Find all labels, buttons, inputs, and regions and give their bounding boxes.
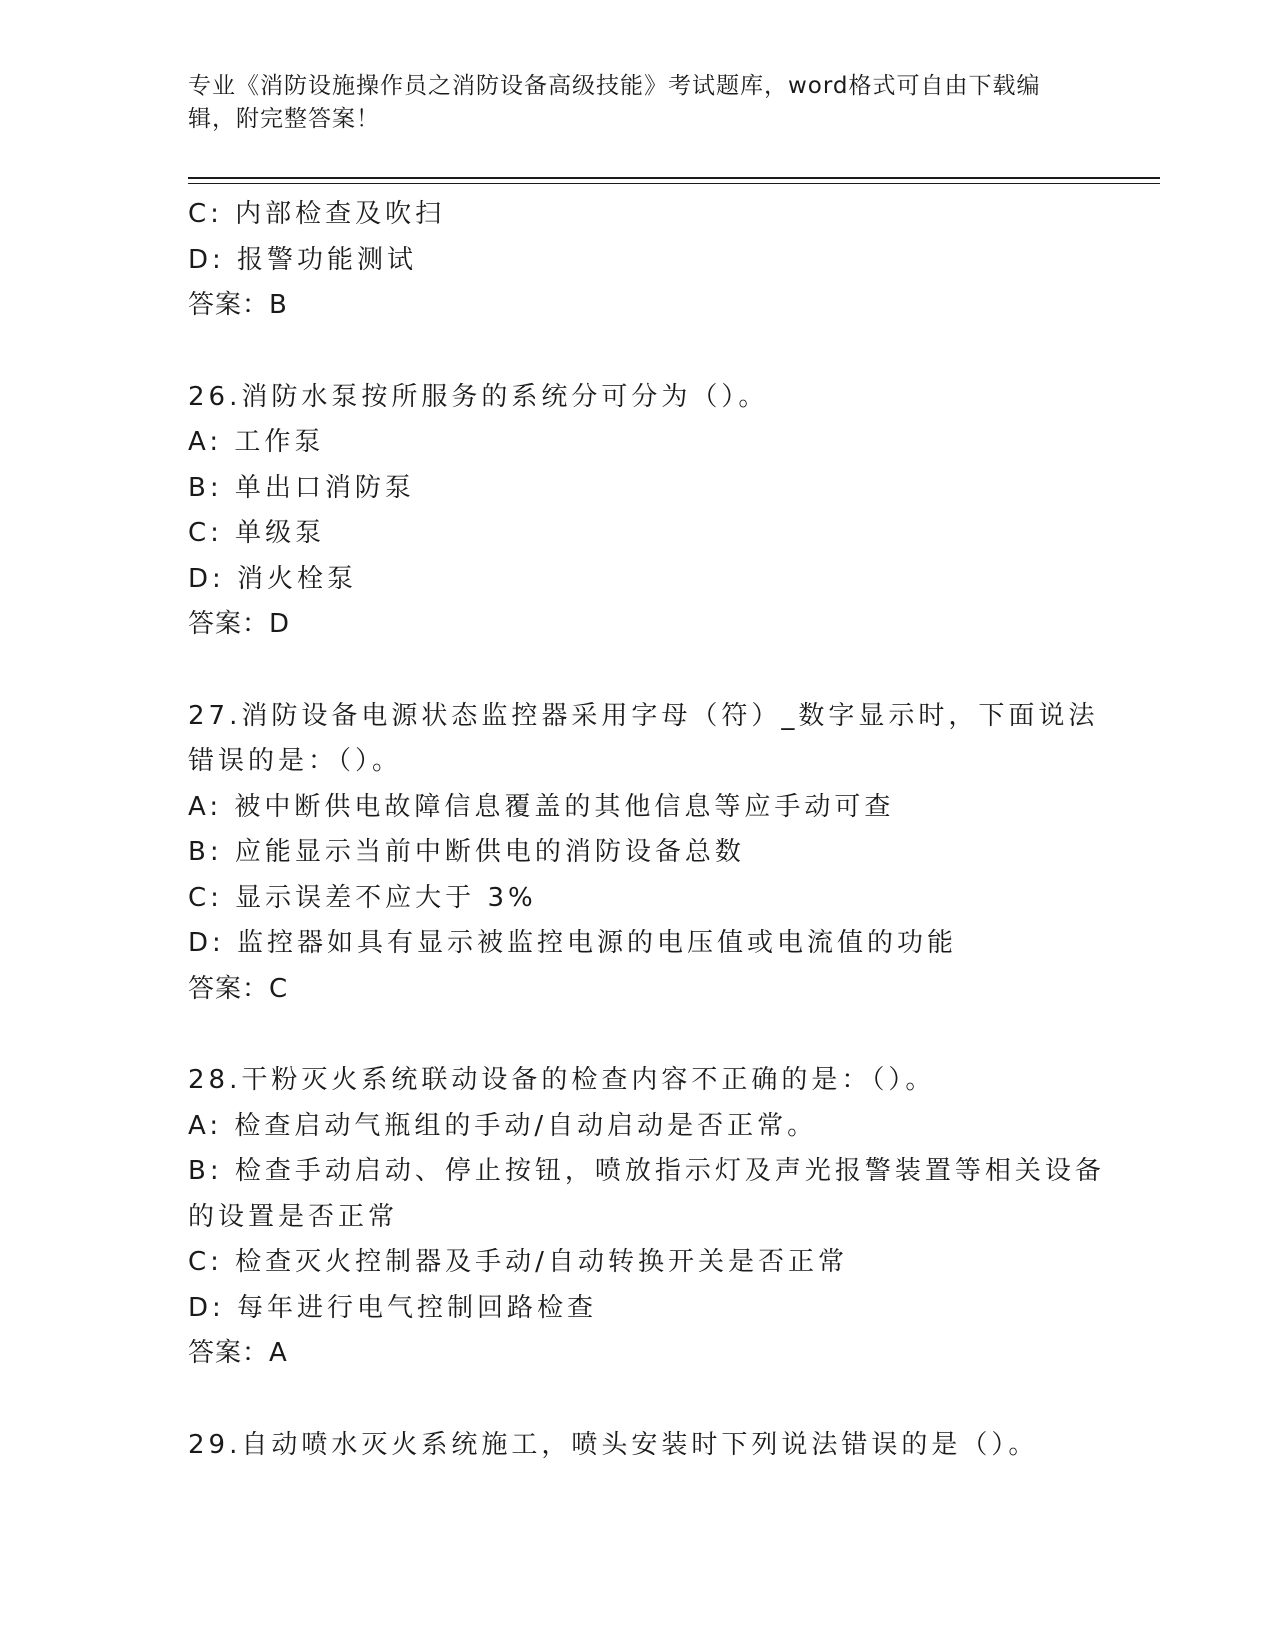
question-28 — [188, 1058, 1105, 1377]
spacer — [188, 648, 1088, 694]
answer-label: 答案：D — [188, 609, 291, 639]
option-b-line-1: B: 检查手动启动、停止按钮，喷放指示灯及声光报警装置等相关设备 — [188, 1156, 1105, 1186]
spacer — [188, 1012, 1088, 1058]
option-d: D: 报警功能测试 — [188, 244, 418, 275]
answer-label: 答案：C — [188, 973, 289, 1004]
question-stem-line-1: 27.消防设备电源状态监控器采用字母（符）_数字显示时，下面说法 — [188, 700, 1099, 731]
question-27 — [188, 694, 1099, 1013]
option-a: A: 检查启动气瓶组的手动/自动启动是否正常。 — [188, 1110, 818, 1141]
question-26 — [188, 375, 1088, 648]
spacer — [188, 1377, 1088, 1423]
option-b: B: 单出口消防泵 — [188, 472, 415, 503]
option-b: B: 应能显示当前中断供电的消防设备总数 — [188, 837, 745, 867]
question-stem: 26.消防水泵按所服务的系统分可分为（）。 — [188, 381, 769, 412]
question-list — [188, 192, 1105, 1468]
option-c: C: 单级泵 — [188, 518, 326, 548]
question-stem: 28.干粉灭火系统联动设备的检查内容不正确的是：（）。 — [188, 1065, 936, 1095]
header-divider-thin — [188, 183, 1160, 184]
option-c: C: 显示误差不应大于 3% — [188, 882, 537, 913]
option-a: A: 被中断供电故障信息覆盖的其他信息等应手动可查 — [188, 791, 895, 822]
option-c: C: 检查灭火控制器及手动/自动转换开关是否正常 — [188, 1247, 848, 1277]
question-stem-line-2: 错误的是：（）。 — [188, 746, 403, 776]
option-d: D: 每年进行电气控制回路检查 — [188, 1292, 598, 1323]
document-header: 专业《消防设施操作员之消防设备高级技能》考试题库，word格式可自由下载编辑，附完整答案！ — [188, 73, 1041, 132]
option-c: C: 内部检查及吹扫 — [188, 199, 446, 229]
answer-label: 答案：A — [188, 1338, 288, 1368]
option-d: D: 消火栓泵 — [188, 563, 358, 594]
question-29 — [188, 1423, 1088, 1469]
answer-label: 答案：B — [188, 290, 288, 320]
option-d: D: 监控器如具有显示被监控电源的电压值或电流值的功能 — [188, 928, 958, 958]
option-a: A: 工作泵 — [188, 427, 325, 457]
question-stem: 29.自动喷水灭火系统施工，喷头安装时下列说法错误的是（）。 — [188, 1429, 1039, 1460]
question-25-tail — [188, 192, 1088, 329]
option-b-line-2: 的设置是否正常 — [188, 1201, 399, 1232]
spacer — [188, 329, 1088, 375]
header-divider-thick — [188, 177, 1160, 179]
